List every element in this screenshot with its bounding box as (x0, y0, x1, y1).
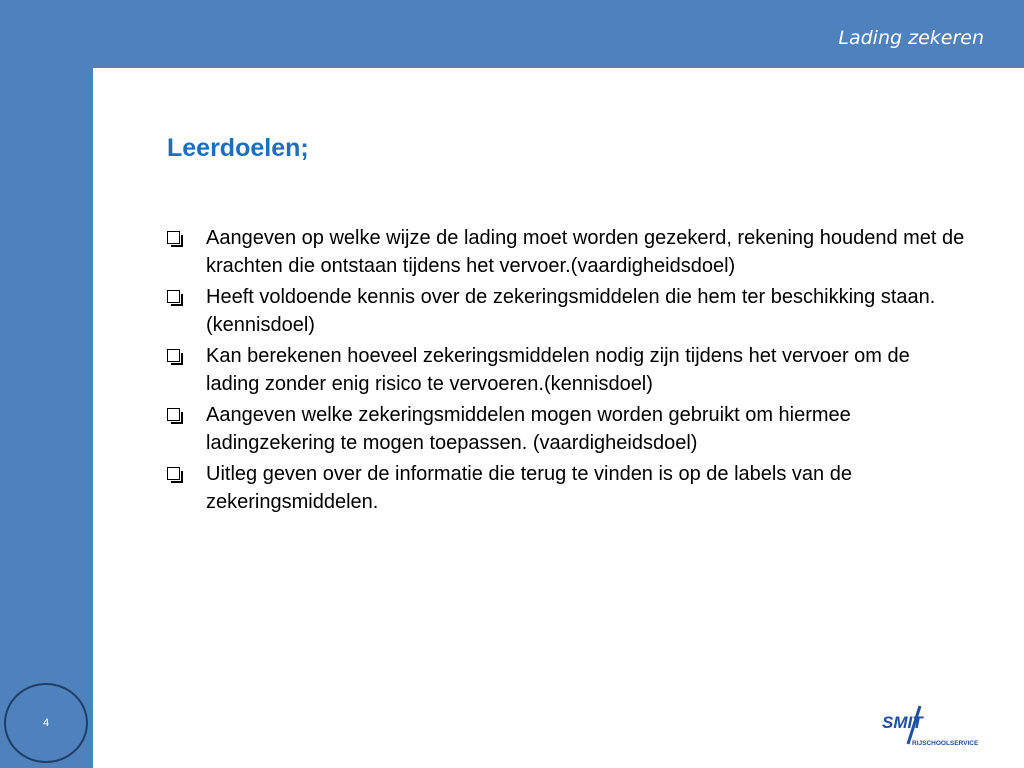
header-title: Lading zekeren (838, 27, 984, 49)
list-item (166, 283, 966, 339)
checkbox-icon (167, 349, 180, 362)
checkbox-icon (167, 408, 180, 421)
list-item (166, 460, 966, 516)
bullet-text: Aangeven welke zekeringsmiddelen mogen worden gebruikt om hiermee ladingzekering te mogen toepassen. (vaardigheidsdoel) (206, 404, 851, 454)
top-band (0, 0, 1024, 68)
content-panel (93, 68, 1024, 768)
page-number-circle (4, 683, 88, 763)
bullet-list (166, 224, 966, 519)
logo-name: SMIT (882, 713, 923, 732)
checkbox-icon (167, 467, 180, 480)
slide-heading: Leerdoelen; (167, 134, 309, 162)
checkbox-icon (167, 231, 180, 244)
bullet-text: Kan berekenen hoeveel zekeringsmiddelen nodig zijn tijdens het vervoer om de lading zonder enig risico te vervoeren.(kennisdoel) (206, 345, 910, 395)
bullet-text: Heeft voldoende kennis over de zekeringsmiddelen die hem ter beschikking staan. (kennisdoel) (206, 286, 936, 336)
page-number: 4 (42, 717, 50, 729)
logo-subtitle: RIJSCHOOLSERVICE (912, 740, 979, 747)
bullet-text: Aangeven op welke wijze de lading moet worden gezekerd, rekening houdend met de krachten die ontstaan tijdens het vervoer.(vaardigheidsdoel) (206, 227, 965, 277)
checkbox-icon (167, 290, 180, 303)
list-item (166, 342, 966, 398)
list-item (166, 401, 966, 457)
list-item (166, 224, 966, 280)
bullet-text: Uitleg geven over de informatie die terug te vinden is op de labels van de zekeringsmiddelen. (206, 463, 852, 513)
smit-logo (881, 700, 981, 752)
